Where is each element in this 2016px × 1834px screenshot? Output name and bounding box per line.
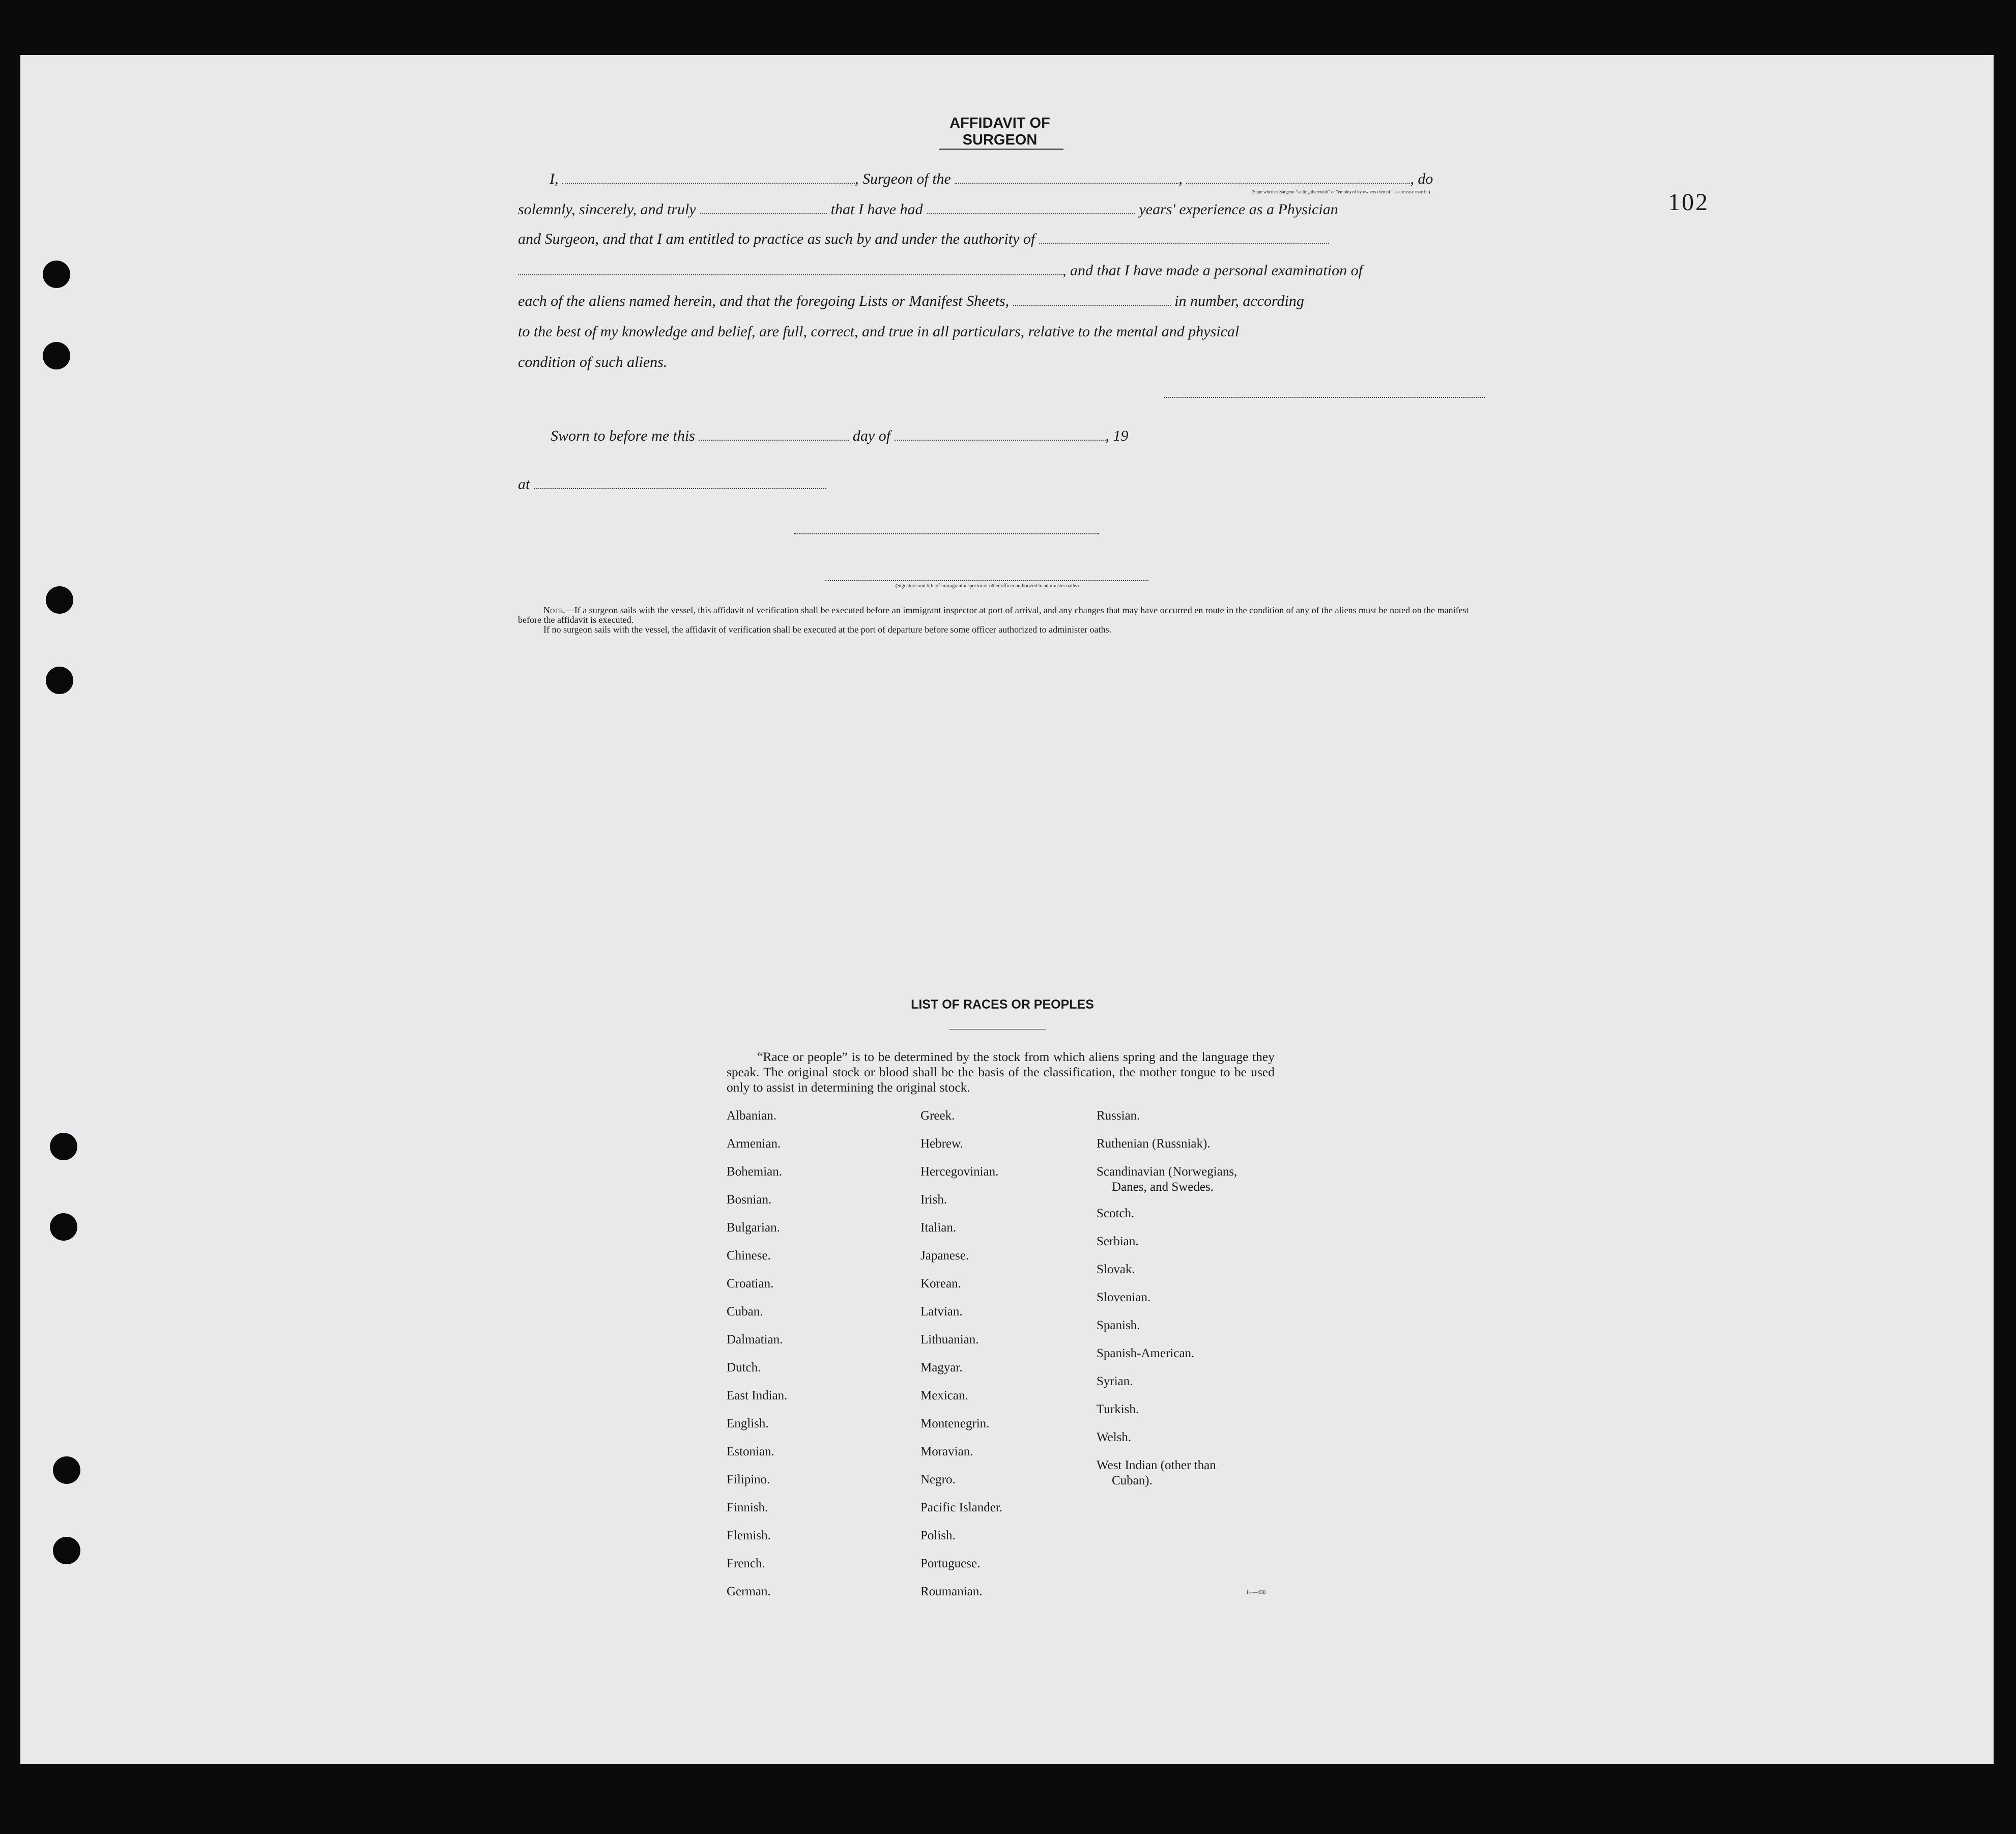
race-item: Hebrew. (920, 1137, 963, 1151)
affidavit-line-6: to the best of my knowledge and belief, are full, correct, and true in all particulars, relative to the mental and physical (518, 323, 1240, 340)
witness-signature-line (794, 533, 1099, 534)
affidavit-text: I, (550, 170, 559, 187)
race-item: Latvian. (920, 1305, 963, 1319)
race-item: Ruthenian (Russniak). (1097, 1137, 1211, 1151)
affidavit-text: each of the aliens named herein, and that the foregoing Lists or Manifest Sheets, (518, 293, 1010, 309)
blank-field (518, 274, 1062, 275)
race-item: Hercegovinian. (920, 1165, 999, 1179)
race-item: French. (727, 1557, 765, 1570)
affidavit-text: day of (852, 427, 891, 444)
affidavit-text: in number, according (1174, 293, 1304, 309)
race-item-line: West Indian (other than (1097, 1458, 1216, 1472)
binder-hole (43, 342, 70, 369)
blank-field (699, 439, 849, 441)
races-column-2 (920, 1108, 1002, 1612)
affidavit-line-1 (518, 170, 1485, 188)
race-item: Chinese. (727, 1249, 771, 1263)
race-item-line: Danes, and Swedes. (1112, 1180, 1214, 1194)
affidavit-line-4 (518, 262, 1485, 279)
race-item: Magyar. (920, 1361, 963, 1374)
race-item: Mexican. (920, 1389, 968, 1402)
race-item: Croatian. (727, 1277, 774, 1291)
surgeon-signature-line (1164, 397, 1485, 398)
binder-hole (46, 667, 73, 694)
race-item: Armenian. (727, 1137, 781, 1151)
blank-field (562, 182, 855, 184)
affidavit-text: at (518, 476, 530, 493)
blank-field (700, 213, 827, 214)
race-item: English. (727, 1417, 769, 1430)
surgeon-status-caption: (State whether Surgeon "sailing therewith" or "employed by owners thereof," as the case may be) (1251, 189, 1430, 194)
title-rule (939, 149, 1063, 150)
race-item: Montenegrin. (920, 1417, 990, 1430)
race-item: Turkish. (1097, 1402, 1139, 1416)
affidavit-text: years' experience as a Physician (1139, 201, 1338, 218)
race-item: Serbian. (1097, 1235, 1139, 1248)
affidavit-text: , (1178, 170, 1183, 187)
race-item: Negro. (920, 1473, 956, 1486)
note-text: —If a surgeon sails with the vessel, this affidavit of verification shall be executed before an immigrant inspector at port of arrival, and any changes that may have occurred en route in the condition of any of the aliens must be noted on the manifest before the affidavit is executed. (518, 605, 1469, 625)
affidavit-text: that I have had (830, 201, 923, 218)
binder-hole (53, 1456, 80, 1484)
race-item: Lithuanian. (920, 1333, 979, 1346)
binder-hole (50, 1133, 77, 1160)
race-item (1097, 1164, 1237, 1206)
race-item: Dutch. (727, 1361, 761, 1374)
race-item: Slovak. (1097, 1263, 1135, 1276)
race-item: Japanese. (920, 1249, 969, 1263)
race-item: Polish. (920, 1529, 956, 1542)
race-item: Portuguese. (920, 1557, 981, 1570)
blank-field (1039, 242, 1329, 244)
affidavit-line-2 (518, 201, 1485, 218)
race-item: Pacific Islander. (920, 1501, 1003, 1514)
page-number: 102 (1668, 189, 1709, 216)
affidavit-text: , and that I have made a personal examination of (1062, 262, 1363, 279)
race-item: Moravian. (920, 1445, 973, 1458)
blank-field (1013, 304, 1171, 306)
affidavit-text: solemnly, sincerely, and truly (518, 201, 696, 218)
race-item: Roumanian. (920, 1585, 983, 1598)
races-intro (727, 1049, 1275, 1095)
at-line (518, 476, 1485, 493)
race-item: Korean. (920, 1277, 961, 1291)
race-item: Russian. (1097, 1109, 1140, 1123)
race-item: Finnish. (727, 1501, 768, 1514)
blank-field (895, 439, 1106, 441)
affidavit-text: , do (1410, 170, 1433, 187)
race-item: Bulgarian. (727, 1221, 780, 1235)
affidavit-title: AFFIDAVIT OF SURGEON (949, 115, 1050, 148)
signature-caption: (Signature and title of immigrant inspector or other officer authorized to administer oaths) (895, 583, 1079, 589)
blank-field (927, 213, 1135, 214)
race-item: German. (727, 1585, 771, 1598)
race-item: Spanish-American. (1097, 1346, 1195, 1360)
affidavit-text: and Surgeon, and that I am entitled to practice as such by and under the authority of (518, 231, 1035, 247)
races-intro-text: “Race or people” is to be determined by the stock from which aliens spring and the language they speak. The original stock or blood shall be the basis of the classification, the mother tongue to be used only to assist in determining the original stock. (727, 1049, 1275, 1095)
races-column-3 (1097, 1108, 1237, 1500)
race-item: East Indian. (727, 1389, 788, 1402)
affidavit-line-5 (518, 293, 1485, 310)
race-item: Dalmatian. (727, 1333, 783, 1346)
affidavit-note (518, 606, 1485, 635)
affidavit-text: , 19 (1105, 427, 1129, 444)
blank-field (1186, 182, 1410, 184)
note-label: Note. (543, 605, 565, 615)
affidavit-text: Sworn to before me this (551, 427, 695, 444)
affidavit-line-7: condition of such aliens. (518, 354, 668, 370)
race-item: Filipino. (727, 1473, 770, 1486)
binder-hole (46, 586, 73, 614)
blank-field (955, 182, 1178, 184)
races-title: LIST OF RACES OR PEOPLES (911, 997, 1094, 1012)
sworn-line (518, 427, 1485, 445)
race-item: Syrian. (1097, 1374, 1133, 1388)
races-column-1 (727, 1108, 787, 1612)
race-item: Flemish. (727, 1529, 771, 1542)
form-code: 14—430 (1246, 1589, 1266, 1595)
race-item: Albanian. (727, 1109, 776, 1123)
race-item: Bosnian. (727, 1193, 772, 1207)
race-item: Slovenian. (1097, 1291, 1151, 1304)
race-item: Italian. (920, 1221, 957, 1235)
race-item: Estonian. (727, 1445, 774, 1458)
affidavit-text: , Surgeon of the (855, 170, 951, 187)
blank-field (534, 488, 826, 489)
document-sheet (20, 55, 1994, 1764)
race-item: Irish. (920, 1193, 947, 1207)
binder-hole (53, 1537, 80, 1564)
race-item: Bohemian. (727, 1165, 783, 1179)
note-text-2: If no surgeon sails with the vessel, the affidavit of verification shall be executed at the port of departure before some officer authorized to administer oaths. (543, 624, 1112, 635)
race-item-line: Cuban). (1112, 1474, 1153, 1487)
race-item: Cuban. (727, 1305, 763, 1319)
race-item: Spanish. (1097, 1319, 1140, 1332)
binder-hole (50, 1213, 77, 1241)
officer-signature-line (825, 580, 1148, 581)
race-item (1097, 1458, 1237, 1500)
affidavit-line-3 (518, 231, 1485, 248)
race-item-line: Scandinavian (Norwegians, (1097, 1165, 1237, 1179)
binder-hole (43, 261, 70, 288)
race-item: Scotch. (1097, 1207, 1135, 1220)
race-item: Welsh. (1097, 1430, 1132, 1444)
race-item: Greek. (920, 1109, 955, 1123)
